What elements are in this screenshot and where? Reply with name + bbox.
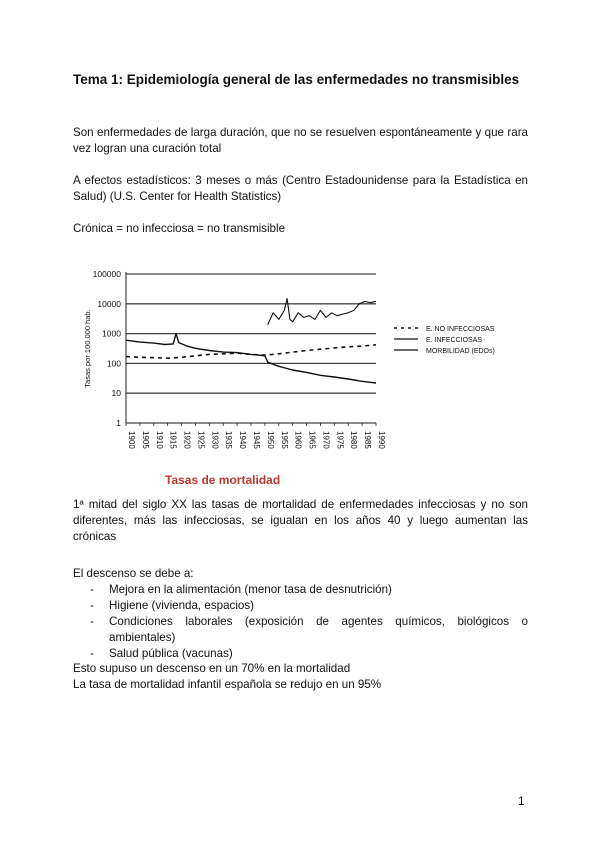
legend-label: E. NO INFECCIOSAS bbox=[426, 326, 495, 333]
list-marker: - bbox=[90, 647, 94, 660]
x-tick-label: 1940 bbox=[238, 431, 248, 449]
y-tick-label: 1000 bbox=[102, 328, 121, 339]
y-tick-label: 10000 bbox=[97, 298, 121, 309]
y-tick-label: 100000 bbox=[92, 269, 121, 279]
x-tick-label: 1900 bbox=[127, 431, 136, 449]
y-tick-label: 10 bbox=[111, 388, 121, 399]
y-tick-label: 1 bbox=[116, 418, 121, 428]
y-axis-label: Tasas por 100.000 hab. bbox=[83, 309, 92, 388]
document-title: Tema 1: Epidemiología general de las enfermedades no transmisibles bbox=[73, 72, 520, 87]
legend-label: E. INFECCIOSAS bbox=[426, 337, 483, 344]
causes-list bbox=[73, 582, 528, 662]
page-number: 1 bbox=[518, 794, 525, 808]
x-tick-label: 1930 bbox=[210, 431, 220, 449]
x-tick-label: 1905 bbox=[140, 431, 150, 449]
x-tick-label: 1965 bbox=[307, 431, 317, 449]
paragraph-equivalence: Crónica = no infecciosa = no transmisible bbox=[73, 222, 286, 235]
x-tick-label: 1985 bbox=[363, 431, 373, 449]
x-tick-label: 1975 bbox=[335, 431, 345, 449]
list-marker: - bbox=[90, 599, 94, 612]
paragraph-first-half-century: 1ª mitad del siglo XX las tasas de mortalidad de enfermedades infecciosas y no son diferentes, más las infecciosas, se igualan en los años 40 y luego aumentan las crónicas bbox=[73, 498, 528, 543]
legend-label: MORBILIDAD (EDOs) bbox=[426, 348, 495, 355]
list-item: - Condiciones laborales (exposición de agentes químicos, biológicos o ambientales) bbox=[90, 615, 528, 644]
mortality-chart bbox=[78, 260, 548, 500]
x-tick-label: 1915 bbox=[168, 431, 178, 449]
x-tick-label: 1925 bbox=[196, 431, 206, 449]
paragraph-decline-intro: El descenso se debe a: bbox=[73, 567, 194, 580]
x-tick-label: 1910 bbox=[154, 431, 164, 449]
series-line-e-no-infecciosas bbox=[126, 345, 376, 358]
x-tick-label: 1955 bbox=[279, 431, 289, 449]
list-marker: - bbox=[90, 583, 94, 596]
paragraph-infant-mortality: La tasa de mortalidad infantil española se redujo en un 95% bbox=[73, 678, 382, 691]
x-tick-label: 1920 bbox=[182, 431, 192, 449]
chart-title: Tasas de mortalidad bbox=[165, 473, 281, 487]
paragraph-mortality-drop: Esto supuso un descenso en un 70% en la mortalidad bbox=[73, 662, 351, 675]
x-tick-label: 1960 bbox=[293, 431, 303, 449]
series-line-morbilidad-edos bbox=[268, 299, 376, 325]
list-item: - Mejora en la alimentación (menor tasa de desnutrición) bbox=[90, 583, 392, 596]
x-tick-label: 1990 bbox=[377, 431, 386, 449]
x-tick-label: 1980 bbox=[349, 431, 359, 449]
list-item: - Higiene (vivienda, espacios) bbox=[90, 599, 254, 612]
list-marker: - bbox=[90, 615, 94, 628]
x-tick-label: 1970 bbox=[321, 431, 331, 449]
list-item: - Salud pública (vacunas) bbox=[90, 647, 233, 660]
paragraph-statistics: A efectos estadísticos: 3 meses o más (Centro Estadounidense para la Estadística en Salud) (U.S. Center for Health Statistics) bbox=[73, 174, 528, 203]
x-tick-label: 1950 bbox=[265, 431, 275, 449]
series-line-e-infecciosas bbox=[126, 334, 376, 383]
paragraph-definition: Son enfermedades de larga duración, que no se resuelven espontáneamente y que rara vez logran una curación total bbox=[73, 126, 528, 155]
x-tick-label: 1935 bbox=[224, 431, 234, 449]
x-tick-label: 1945 bbox=[252, 431, 261, 449]
y-tick-label: 100 bbox=[106, 358, 121, 369]
